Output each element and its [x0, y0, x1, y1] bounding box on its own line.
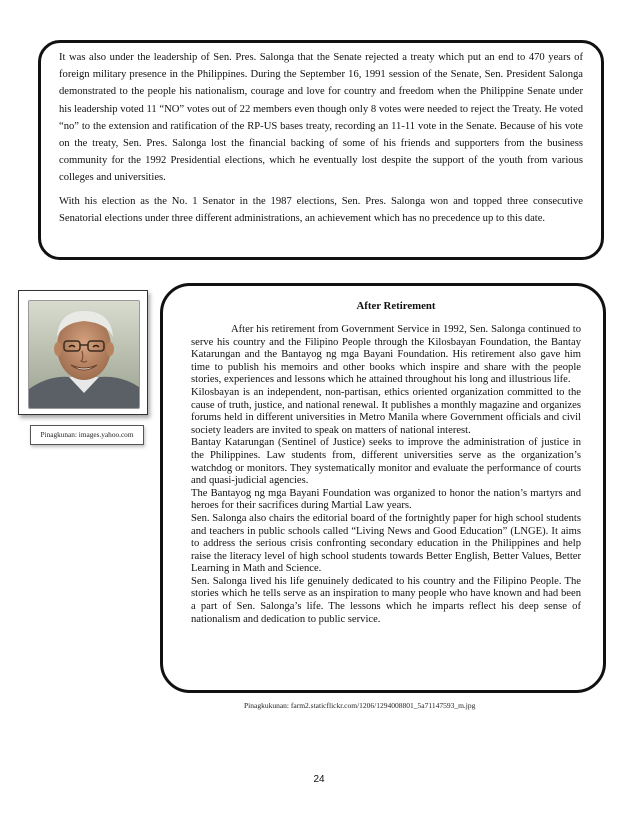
top-paragraph-2: With his election as the No. 1 Senator in the 1987 elections, Sen. Pres. Salonga won and topped three consecutive Senatorial elections under three different administrations, an achievement which has no precedence up to this date.: [59, 195, 583, 224]
paragraph-kilosbayan: Kilosbayan is an independent, non-partisan, ethics oriented organization committed to the cause of truth, justice, and national renewal. It publishes a monthly magazine and organizes forums held in different universities in Metro Manila where Government officials and civil society leaders are invited to speak on matters of national interest.: [191, 386, 581, 436]
paragraph-bantay-katarungan: Bantay Katarungan (Sentinel of Justice) seeks to improve the administration of justice in the Philippines. Law students from, different universities serve as the organization’s watchdog or monitors. They systematically monitor and evaluate the performance of courts and quasi-judicial agencies.: [191, 437, 581, 487]
portrait-photo-frame: [18, 290, 148, 415]
paragraph-bantayog: The Bantayog ng mga Bayani Foundation was organized to honor the nation’s martyrs and heroes for their sacrifices during Martial Law years.: [191, 487, 581, 512]
after-retirement-box: [160, 283, 606, 693]
paragraph-retirement: After his retirement from Government Service in 1992, Sen. Salonga continued to serve his country and the Filipino People through the Kilosbayan Foundation, the Bantay Katarungan and the Bantayog ng mga Bayani Foundation. His retirement also gave him time to publish his memoirs and other books which inspire and share with the people stories, experiences and lessons which he attained throughout his long and illustrious life.: [191, 324, 581, 386]
paragraph-lnge: Sen. Salonga also chairs the editorial board of the fortnightly paper for high school students and teachers in public schools called “Living News and Good Education” (LNGE). It aims to address the serious crisis confronting secondary education in the Philippines and help raise the literacy level of high school students towards Better English, Better Values, Better Learning in Math and Science.: [191, 512, 581, 575]
photo-caption: Pinagkunan: images.yahoo.com: [30, 425, 144, 445]
section-heading: After Retirement: [356, 300, 436, 312]
top-paragraph-1: It was also under the leadership of Sen. Pres. Salonga that the Senate rejected a treaty which put an end to 470 years of foreign military presence in the Philippines. During the September 16, 1991 session of the Senate, Sen. President Salonga demonstrated to the people his nationalism, courage and love for country and freedom when the Philippine Senate under his leadership voted 11 “NO” votes out of 22 members even though only 8 votes were needed to reject the Treaty. He voted “no” to the extension and ratification of the RP-US bases treaty, recording an 11-11 vote in the Senate. Because of his vote on the treaty, Sen. Pres. Salonga lost the financial backing of some of his friends and supporters from the business community for the 1992 Presidential elections, which he eventually lost despite the support of the youth from various colleges and universities.: [59, 52, 583, 184]
page-number: 24: [313, 774, 325, 785]
portrait-photo: [28, 300, 140, 409]
source-caption: Pinagkukunan: farm2.staticflickr.com/1206/1294008801_5a71147593_m.jpg: [244, 701, 476, 710]
top-text-box: [38, 40, 604, 260]
paragraph-legacy: Sen. Salonga lived his life genuinely dedicated to his country and the Filipino People. The stories which he tells serve as an inspiration to many people who have known and had been a part of Sen. Salonga’s life. The lessons which he imparts reflect his deep sense of nationalism and dedication to public service.: [191, 575, 581, 625]
